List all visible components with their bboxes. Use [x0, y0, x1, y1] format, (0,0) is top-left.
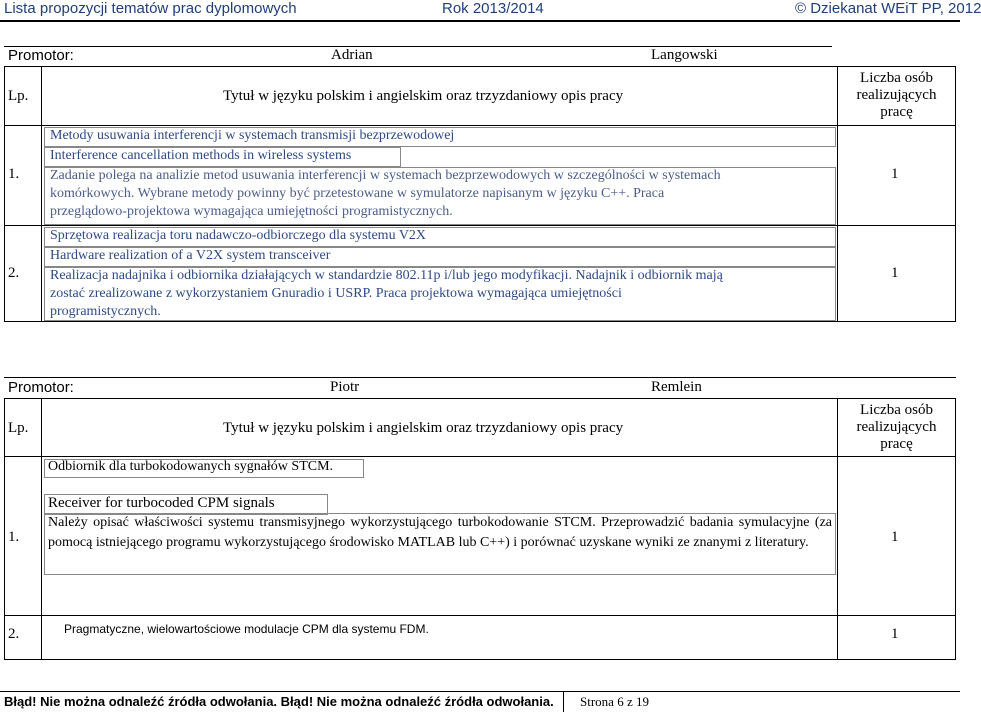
title-pl: Sprzętowa realizacja toru nadawczo-odbiorczego dla systemu V2X	[50, 228, 427, 243]
description-line: Zadanie polega na analizie metod usuwania interferencji w systemach bezprzewodowych w szczególności w systemach	[50, 168, 721, 183]
row-lp: 1.	[8, 166, 20, 182]
header-doc-title: Lista propozycji tematów prac dyplomowych	[4, 0, 297, 17]
row-lp: 2.	[8, 265, 20, 281]
title-en: Interference cancellation methods in wireless systems	[50, 148, 352, 163]
header-copyright: © Dziekanat WEiT PP, 2012	[795, 0, 981, 17]
title-en: Receiver for turbocoded CPM signals	[48, 495, 275, 511]
promotor-label: Promotor:	[8, 379, 74, 396]
description-line: programistycznych.	[50, 304, 161, 319]
promotor-first-name: Adrian	[331, 47, 373, 63]
column-header-lp: Lp.	[8, 88, 29, 104]
row-lp: 2.	[8, 626, 20, 642]
description-line: komórkowych. Wybrane metody powinny być przetestowane w symulatorze napisanym w języku C++. Praca	[50, 186, 665, 201]
promotor-label: Promotor:	[8, 47, 74, 64]
description-line: Realizacja nadajnika i odbiornika działających w standardzie 802.11p i/lub jego modyfikacji. Nadajnik i odbiornik mają	[50, 268, 723, 283]
row-lp: 1.	[8, 529, 20, 545]
footer-rule	[0, 691, 960, 692]
title-pl: Metody usuwania interferencji w systemach transmisji bezprzewodowej	[50, 128, 455, 143]
row-count: 1	[891, 166, 899, 182]
column-header-title: Tytuł w języku polskim i angielskim oraz trzyzdaniowy opis pracy	[223, 420, 624, 436]
promotor-last-name: Remlein	[651, 379, 702, 395]
page-header	[0, 0, 981, 20]
column-header-count: Liczba osób realizujących pracę	[856, 402, 937, 452]
row-count: 1	[891, 529, 899, 545]
column-header-lp: Lp.	[8, 420, 29, 436]
title-en: Hardware realization of a V2X system transceiver	[50, 248, 331, 263]
promotor-last-name: Langowski	[651, 47, 718, 63]
description: Należy opisać właściwości systemu transmisyjnego wykorzystującego turbokodowanie STCM. Przeprowadzić badania symulacyjne (za pomocą istniejącego programu wykorzystującego środowisko MATLAB lub C++) i porównać uzyskane wyniki ze znanymi z literatury.	[48, 515, 832, 550]
page-number: Strona 6 z 19	[580, 694, 649, 709]
title-pl: Pragmatyczne, wielowartościowe modulacje CPM dla systemu FDM.	[64, 622, 429, 636]
description-line: zostać zrealizowane z wykorzystaniem Gnuradio i USRP. Praca projektowa wymagająca umiejętności	[50, 286, 622, 301]
header-rule	[0, 20, 960, 22]
header-year: Rok 2013/2014	[442, 0, 544, 17]
row-count: 1	[891, 626, 899, 642]
title-pl: Odbiornik dla turbokodowanych sygnałów STCM.	[48, 459, 334, 474]
column-header-title: Tytuł w języku polskim i angielskim oraz trzyzdaniowy opis pracy	[223, 88, 624, 104]
description-line: przeglądowo-projektowa wymagająca umiejętności programistycznych.	[50, 204, 453, 219]
footer-error-reference: Błąd! Nie można odnaleźć źródła odwołania. Błąd! Nie można odnaleźć źródła odwołania.	[4, 694, 554, 709]
row-count: 1	[891, 265, 899, 281]
promotor-first-name: Piotr	[330, 379, 360, 395]
column-header-count: Liczba osób realizujących pracę	[856, 70, 937, 120]
